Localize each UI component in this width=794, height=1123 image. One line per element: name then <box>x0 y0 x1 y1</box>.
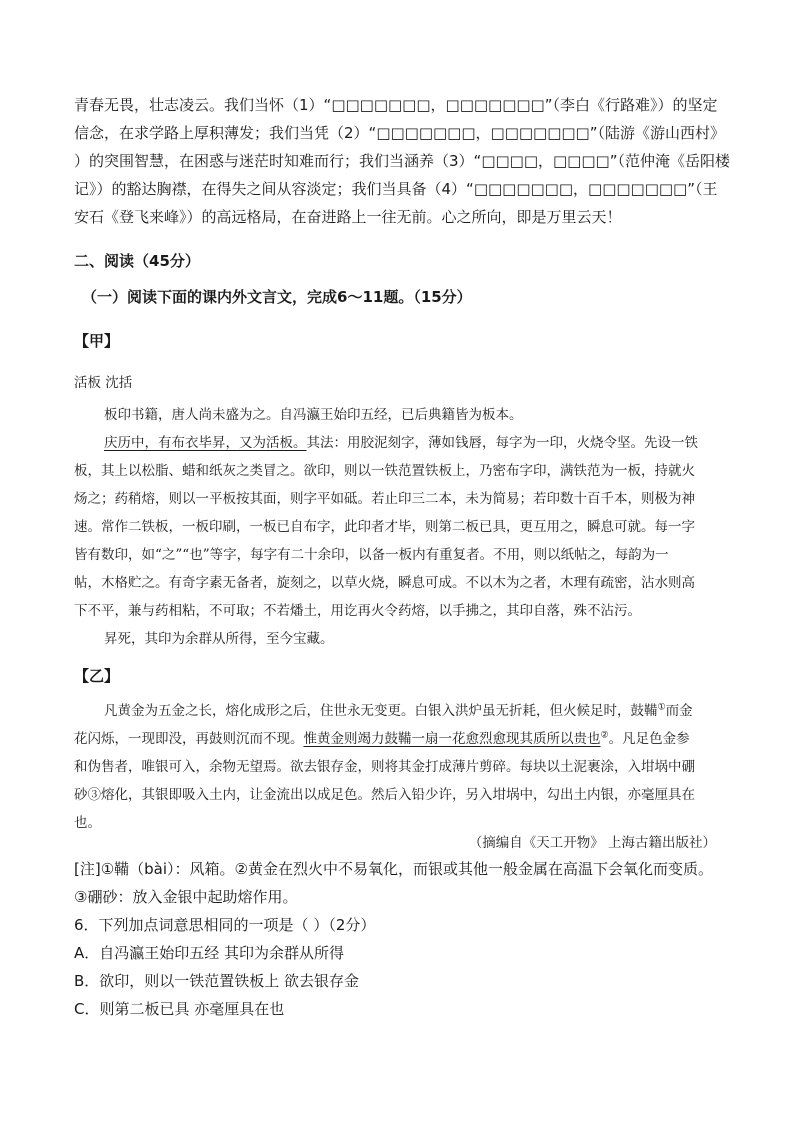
jia-paragraph-1: 板印书籍，唐人尚未盛为之。自冯瀛王始印五经，已后典籍皆为板本。 <box>104 407 523 423</box>
jia-paragraph-3: 昇死，其印为余群从所得，至今宝藏。 <box>104 631 334 647</box>
note-marker-1: ① <box>657 702 666 713</box>
note-marker-2: ② <box>600 730 609 741</box>
yi-line-2-tail: 。凡足色金参 <box>608 731 690 747</box>
jia-underlined-sentence: 庆历中，有布衣毕昇，又为活板。 <box>104 435 307 451</box>
yi-line-3: 和伪售者，唯银可入，余物无望焉。欲去银存金，则将其金打成薄片剪碎。每块以土泥裹涂，入坩埚中硼 <box>74 759 695 775</box>
passage-jia-label: 【甲】 <box>74 332 120 350</box>
question-6-option-b: B．欲印，则以一铁范置铁板上 欲去银存金 <box>74 972 360 990</box>
yi-line-1 <box>104 701 693 721</box>
intro-line-1: 青春无畏，壮志凌云。我们当怀（1）“□□□□□□□，□□□□□□□”（李白《行路难》）的坚定 <box>74 96 718 114</box>
yi-line-1-tail: 而金 <box>665 703 693 719</box>
question-6-stem: 6．下列加点词意思相同的一项是（ ）（2分） <box>74 916 376 934</box>
intro-line-4: 记》）的豁达胸襟，在得失之间从容淡定；我们当具备（4）“□□□□□□□，□□□□□□□”（王 <box>74 180 718 198</box>
section-subheading: （一）阅读下面的课内外文言文，完成6～11题。（15分） <box>82 288 472 306</box>
jia-paragraph-2-line-5: 皆有数印，如“之”“也”等字，每字有二十余印，以备一板内有重复者。不用，则以纸帖之，每韵为一 <box>74 547 669 563</box>
jia-paragraph-2-line-3: 炀之；药稍熔，则以一平板按其面，则字平如砥。若止印三二本，未为简易；若印数十百千本，则极为神 <box>74 491 695 507</box>
yi-underlined-sentence: 惟黄金则竭力鼓鞴一扇一花愈烈愈现其质所以贵也 <box>303 731 601 747</box>
intro-line-3: ）的突围智慧，在困惑与迷茫时知难而行；我们当涵养（3）“□□□□，□□□□”（范仲淹《岳阳楼 <box>74 152 730 170</box>
jia-paragraph-2-line-4: 速。常作二铁板，一板印刷，一板已自布字，此印者才毕，则第二板已具，更互用之，瞬息可就。每一字 <box>74 519 695 535</box>
intro-line-5: 安石《登飞来峰》）的高远格局，在奋进路上一往无前。心之所向，即是万里云天！ <box>74 208 622 226</box>
yi-line-2-text: 花闪烁，一现即没，再鼓则沉而不现。 <box>74 731 304 747</box>
jia-paragraph-2-line-1 <box>104 433 698 453</box>
passage-jia-title: 活板 沈括 <box>74 375 133 391</box>
jia-p2-continuation: 其法：用胶泥刻字，薄如钱唇，每字为一印，火烧令坚。先设一铁 <box>306 435 698 451</box>
jia-paragraph-2-line-2: 板，其上以松脂、蜡和纸灰之类冒之。欲印，则以一铁范置铁板上，乃密布字印，满铁范为一板，持就火 <box>74 463 695 479</box>
intro-line-2: 信念，在求学路上厚积薄发；我们当凭（2）“□□□□□□□，□□□□□□□”（陆游《游山西村》 <box>74 124 726 142</box>
source-citation: （摘编自《天工开物》 上海古籍出版社） <box>468 835 716 851</box>
yi-line-1-text: 凡黄金为五金之长，熔化成形之后，住世永无变更。白银入洪炉虽无折耗，但火候足时，鼓鞴 <box>104 703 658 719</box>
yi-line-5: 也。 <box>74 815 101 831</box>
passage-yi-label: 【乙】 <box>74 667 120 685</box>
yi-line-2 <box>74 729 690 749</box>
section-heading: 二、阅读（45分） <box>74 252 200 270</box>
notes-line-1: [注]①鞴（bài）：风箱。②黄金在烈火中不易氧化，而银或其他一般金属在高温下会氧化而变质。 <box>74 860 713 878</box>
question-6-option-a: A．自冯瀛王始印五经 其印为余群从所得 <box>74 944 345 962</box>
yi-line-4: 砂③熔化，其银即吸入土内，让金流出以成足色。然后入铅少许，另入坩埚中，勾出土内银，亦毫厘具在 <box>74 787 695 803</box>
jia-paragraph-2-line-6: 帖，木格贮之。有奇字素无备者，旋刻之，以草火烧，瞬息可成。不以木为之者，木理有疏密，沾水则高 <box>74 575 695 591</box>
notes-line-2: ③硼砂：放入金银中起助熔作用。 <box>74 888 298 906</box>
question-6-option-c: C．则第二板已具 亦毫厘具在也 <box>74 1000 285 1018</box>
jia-paragraph-2-line-7: 下不平，兼与药相粘，不可取；不若燔土，用讫再火令药熔，以手拂之，其印自落，殊不沾污。 <box>74 603 641 619</box>
